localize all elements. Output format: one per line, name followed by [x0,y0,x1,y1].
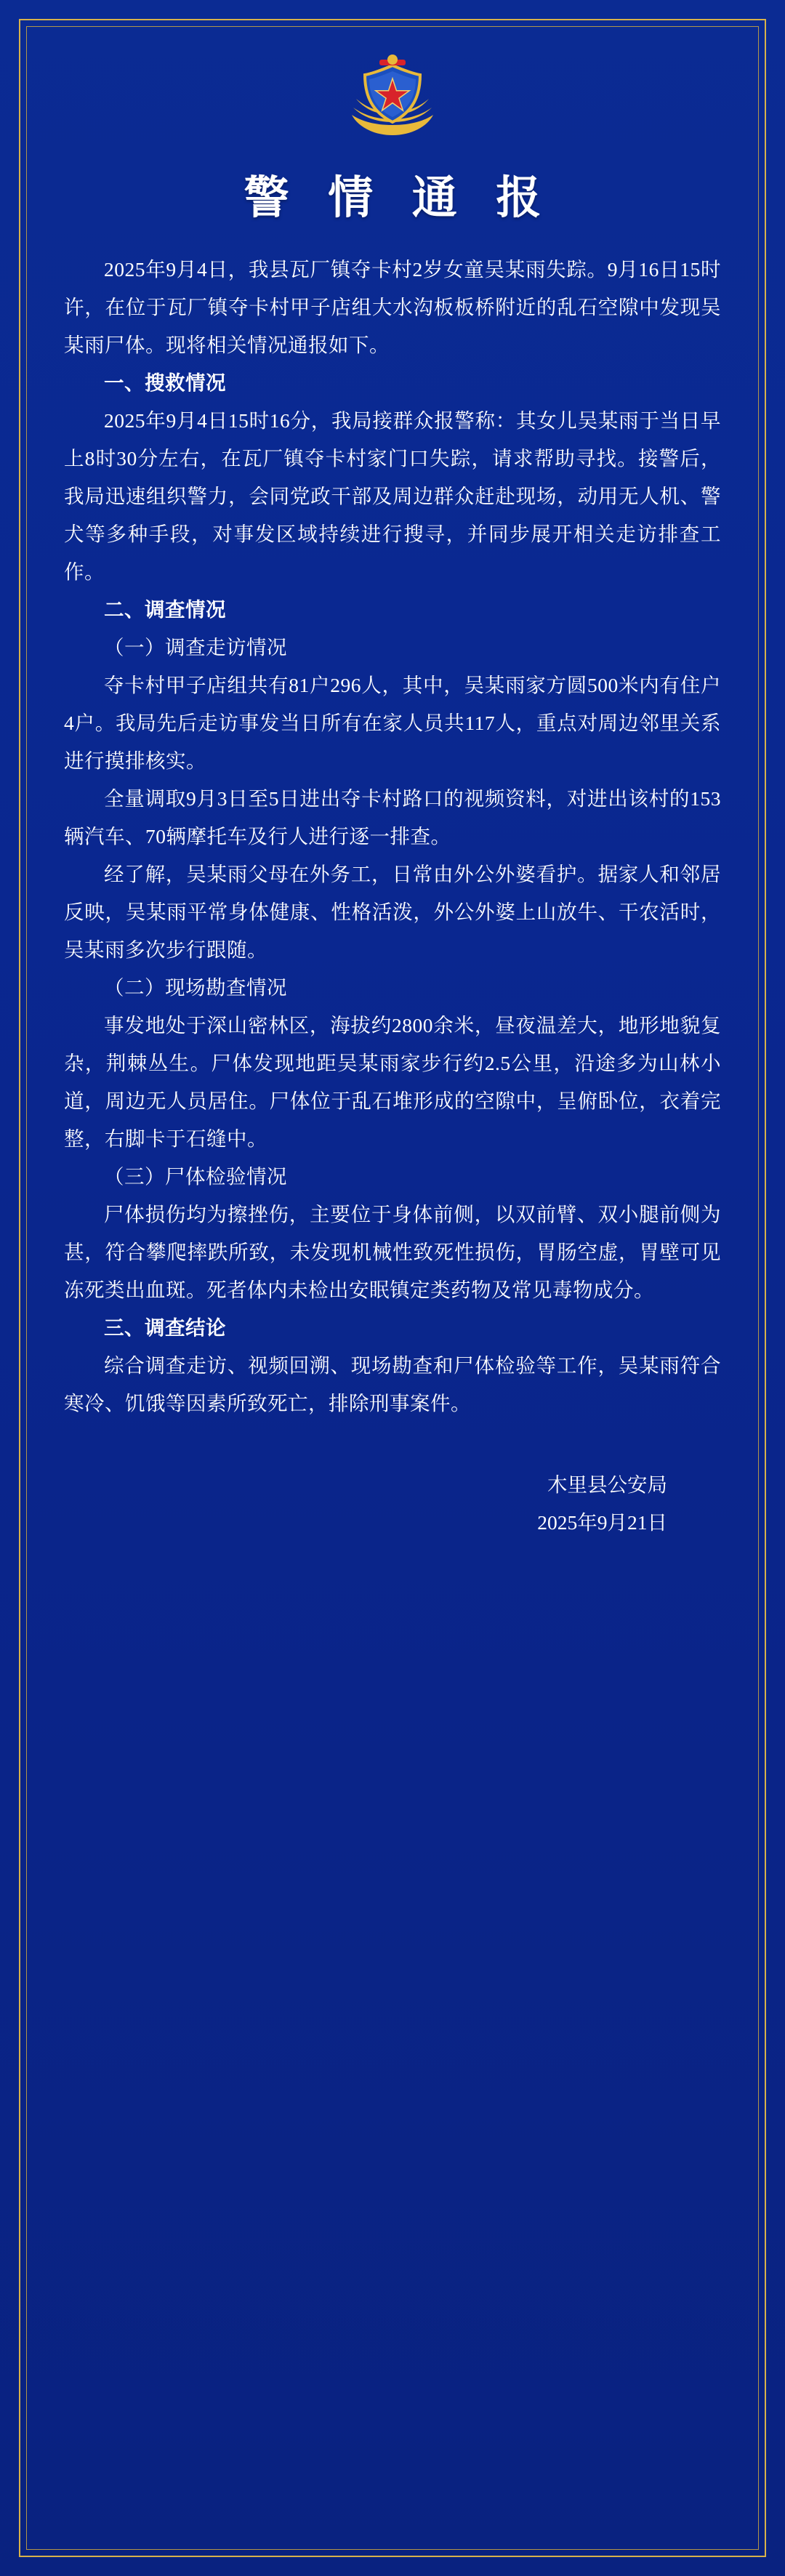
page-title: 警 情 通 报 [243,171,553,224]
paragraph: 综合调查走访、视频回溯、现场勘查和尸体检验等工作，吴某雨符合寒冷、饥饿等因素所致死亡，排除刑事案件。 [64,1354,721,1414]
emblem-container [64,0,721,145]
section-heading: 二、调查情况 [104,598,226,621]
paragraph: 尸体损伤均为擦挫伤，主要位于身体前侧，以双前臂、双小腿前侧为甚，符合攀爬摔跌所致，未发现机械性致死性损伤，胃肠空虚，胃壁可见冻死类出血斑。死者体内未检出安眠镇定类药物及常见毒物成分。 [64,1203,721,1301]
signature-block [64,1466,721,1542]
paragraph: 夺卡村甲子店组共有81户296人，其中，吴某雨家方圆500米内有住户4户。我局先后走访事发当日所有在家人员共117人，重点对周边邻里关系进行摸排核实。 [64,674,721,772]
issuer-name: 木里县公安局 [547,1473,667,1496]
issue-date: 2025年9月21日 [537,1511,667,1534]
paragraph: （一）调查走访情况 [104,636,287,659]
paragraph: 2025年9月4日，我县瓦厂镇夺卡村2岁女童吴某雨失踪。9月16日15时许，在位于瓦厂镇夺卡村甲子店组大水沟板板桥附近的乱石空隙中发现吴某雨尸体。现将相关情况通报如下。 [64,258,721,356]
paragraph: 全量调取9月3日至5日进出夺卡村路口的视频资料，对进出该村的153辆汽车、70辆摩托车及行人进行逐一排查。 [64,787,721,848]
notice-body [64,251,721,1422]
section-heading: 一、搜救情况 [104,371,226,394]
paragraph: （二）现场勘查情况 [104,976,287,999]
section-heading: 三、调查结论 [104,1316,226,1339]
paragraph: （三）尸体检验情况 [104,1165,287,1188]
paragraph: 事发地处于深山密林区，海拔约2800余米，昼夜温差大，地形地貌复杂，荆棘丛生。尸体发现地距吴某雨家步行约2.5公里，沿途多为山林小道，周边无人员居住。尸体位于乱石堆形成的空隙中，呈俯卧位，衣着完整，右脚卡于石缝中。 [64,1014,721,1150]
paragraph: 2025年9月4日15时16分，我局接群众报警称：其女儿吴某雨于当日早上8时30分左右，在瓦厂镇夺卡村家门口失踪，请求帮助寻找。接警后，我局迅速组织警力，会同党政干部及周边群众赶赴现场，动用无人机、警犬等多种手段，对事发区域持续进行搜寻，并同步展开相关走访排查工作。 [64,409,721,583]
china-police-emblem-icon [345,54,440,145]
paragraph: 经了解，吴某雨父母在外务工，日常由外公外婆看护。据家人和邻居反映，吴某雨平常身体健康、性格活泼，外公外婆上山放牛、干农活时，吴某雨多次步行跟随。 [64,863,721,961]
